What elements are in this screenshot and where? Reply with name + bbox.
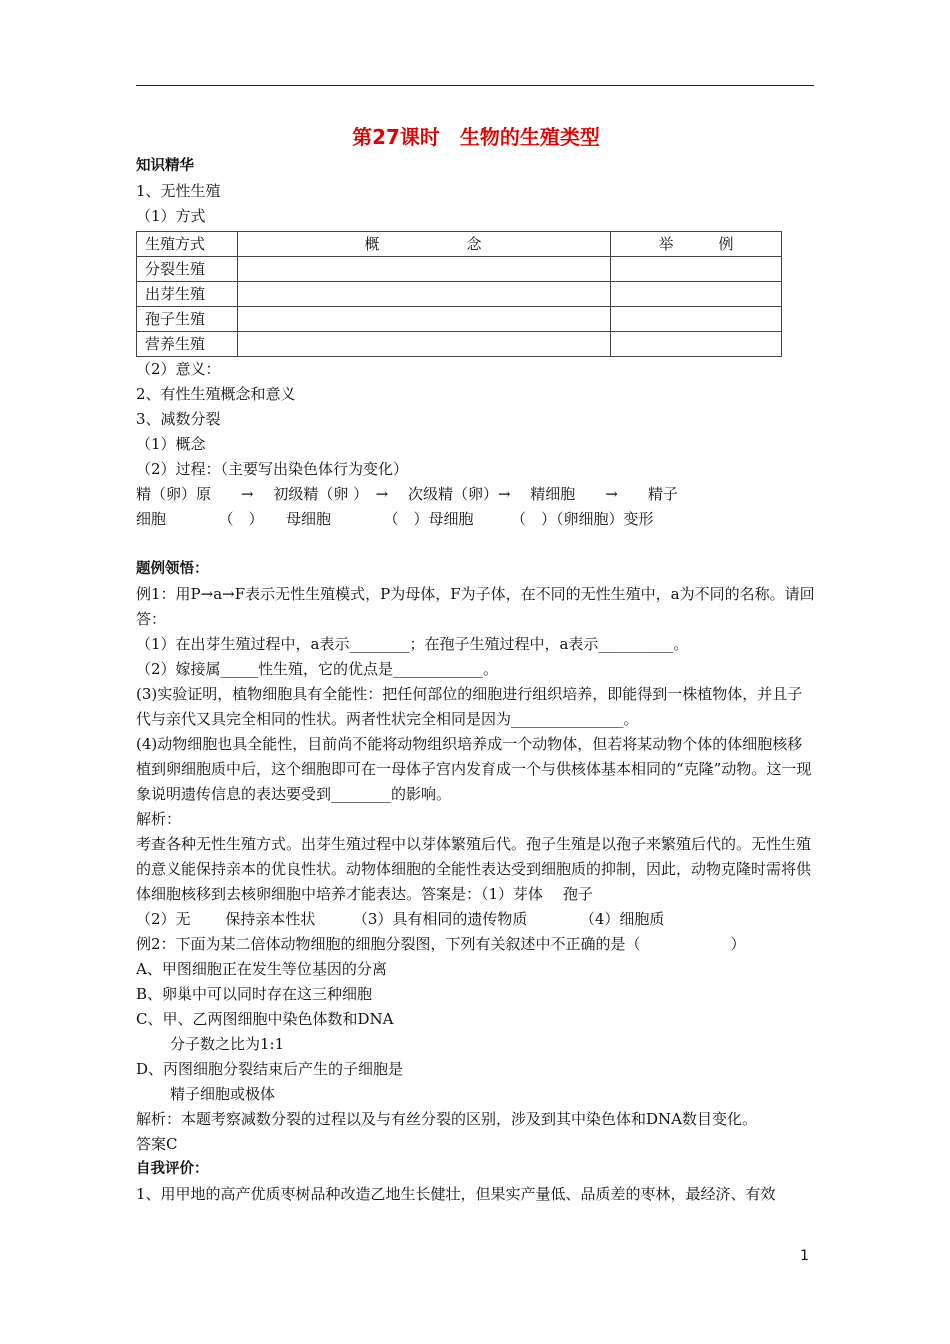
example1-q3: (3)实验证明，植物细胞具有全能性：把任何部位的细胞进行组织培养，即能得到一株植物体，并且子代与亲代又具完全相同的性状。两者性状完全相同是因为_______________。 (136, 685, 803, 728)
table-row-label: 营养生殖 (137, 332, 238, 357)
example1-q4: (4)动物细胞也具全能性，目前尚不能将动物组织培养成一个动物体，但若将某动物个体的体细胞核移植到卵细胞质中后，这个细胞即可在一母体子宫内发育成一个与供核体基本相同的“克隆”动物。这一现象说明遗传信息的表达要受到________的影响。 (136, 735, 812, 803)
page-title: 第27课时 生物的生殖类型 (352, 125, 600, 149)
item-mode: （1）方式 (136, 207, 206, 225)
item-meaning: （2）意义： (136, 360, 221, 378)
meiosis-flow-line-1: 精（卵）原 → 初级精（卵 ） → 次级精（卵）→ 精细胞 → 精子 (136, 485, 678, 503)
table-header-cell: 生殖方式 (137, 232, 238, 257)
section-heading-self-eval: 自我评价： (136, 1161, 209, 1177)
example1-q2: （2）嫁接属_____性生殖，它的优点是____________。 (136, 660, 499, 678)
reproduction-table (136, 231, 782, 357)
example1-q1: （1）在出芽生殖过程中，a表示________；在孢子生殖过程中，a表示__________。 (136, 635, 689, 653)
example2-option-d-cont: 精子细胞或极体 (170, 1085, 276, 1103)
table-row (137, 282, 782, 307)
item-asexual: 1、无性生殖 (136, 182, 221, 200)
section-heading-examples: 题例领悟： (136, 561, 209, 577)
example1-intro: 例1：用P→a→F表示无性生殖模式，P为母体，F为子体，在不同的无性生殖中，a为不同的名称。请回答： (136, 585, 815, 628)
example1-analysis-label: 解析： (136, 810, 182, 828)
table-row-label: 孢子生殖 (137, 307, 238, 332)
item-meiosis: 3、减数分裂 (136, 410, 221, 428)
example2-option-c-cont: 分子数之比为1:1 (170, 1035, 285, 1053)
table-blank-cell (238, 257, 611, 282)
header-rule (136, 85, 814, 86)
table-header-cell: 概 念 (238, 232, 611, 257)
example2-question: 例2：下面为某二倍体动物细胞的细胞分裂图，下列有关叙述中不正确的是（ ） (136, 935, 746, 953)
table-row-label: 出芽生殖 (137, 282, 238, 307)
example2-option-c: C、甲、乙两图细胞中染色体数和DNA (136, 1010, 394, 1028)
example1-analysis: 考查各种无性生殖方式。出芽生殖过程中以芽体繁殖后代。孢子生殖是以孢子来繁殖后代的。无性生殖的意义能保持亲本的优良性状。动物体细胞的全能性表达受到细胞质的抑制，因此，动物克隆时需将供体细胞核移到去核卵细胞中培养才能表达。答案是：（1）芽体 孢子 (136, 835, 812, 903)
item-process: （2）过程：（主要写出染色体行为变化） (136, 460, 409, 478)
example2-option-d: D、丙图细胞分裂结束后产生的子细胞是 (136, 1060, 404, 1078)
table-blank-cell (238, 332, 611, 357)
item-sexual: 2、有性生殖概念和意义 (136, 385, 296, 403)
example1-answer-line: （2）无 保持亲本性状 （3）具有相同的遗传物质 （4）细胞质 (136, 910, 665, 928)
table-blank-cell (238, 282, 611, 307)
example2-answer: 答案C (136, 1135, 178, 1153)
spacer (136, 532, 816, 557)
table-row (137, 332, 782, 357)
table-blank-cell (611, 257, 782, 282)
table-blank-cell (611, 282, 782, 307)
table-blank-cell (611, 307, 782, 332)
table-blank-cell (238, 307, 611, 332)
example2-option-a: A、甲图细胞正在发生等位基因的分离 (136, 960, 387, 978)
table-row (137, 307, 782, 332)
item-concept: （1）概念 (136, 435, 206, 453)
table-blank-cell (611, 332, 782, 357)
table-row (137, 257, 782, 282)
meiosis-flow-line-2: 细胞 （ ） 母细胞 （ ）母细胞 （ ）（卵细胞）变形 (136, 510, 654, 528)
table-header-cell: 举 例 (611, 232, 782, 257)
table-header-row (137, 232, 782, 257)
self-eval-q1: 1、用甲地的高产优质枣树品种改造乙地生长健壮，但果实产量低、品质差的枣林，最经济、有效 (136, 1185, 776, 1203)
table-row-label: 分裂生殖 (137, 257, 238, 282)
example2-analysis: 解析：本题考察减数分裂的过程以及与有丝分裂的区别，涉及到其中染色体和DNA数目变化。 (136, 1110, 757, 1128)
document-body (136, 120, 816, 1207)
example2-option-b: B、卵巢中可以同时存在这三种细胞 (136, 985, 373, 1003)
section-heading-knowledge: 知识精华 (136, 158, 194, 174)
page-number: 1 (800, 1248, 809, 1264)
